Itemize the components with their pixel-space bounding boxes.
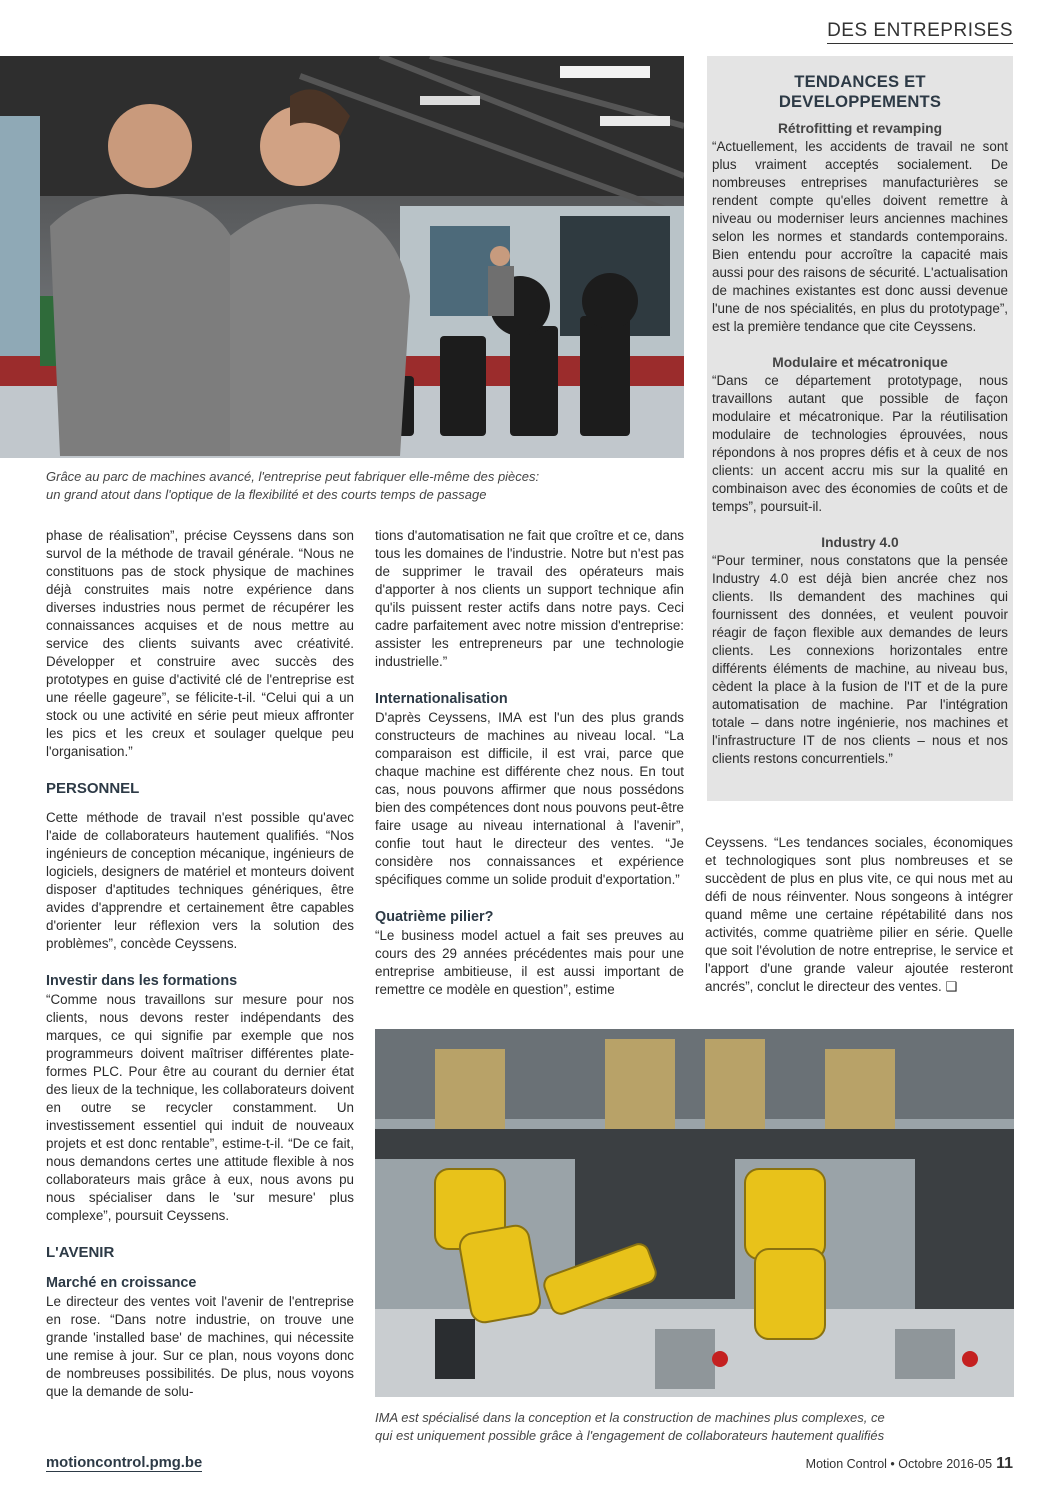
heading-avenir: L'AVENIR xyxy=(46,1244,115,1261)
sidebar-text-retrofitting: “Actuellement, les accidents de travail ne sont plus vraiment acceptés socialement. De nombreuses entreprises manufacturières se rendent compte qu'elles doivent remettre à niveau ou moderniser leurs anciennes machines selon les normes et standards contemporains. Bien entendu pour accroître la capacité mais aussi pour des raisons de sécurité. L'actualisation de machines existantes est donc aussi devenue l'une de nos spécialités, en plus du prototypage”, est la première tendance que cite Ceyssens. xyxy=(712,139,1008,334)
workshop-caption xyxy=(46,468,686,504)
caption-line: IMA est spécialisé dans la conception et la construction de machines plus complexes, ce xyxy=(375,1410,885,1425)
sidebar-text-modulaire: “Dans ce département prototypage, nous travaillons autant que possible de façon modulaire et mécatronique. Par la réutilisation modulaire de technologies éprouvées, nous répondons à nos propres défis et à ceux de nos clients: un accent accru mis sur la qualité en combinaison avec des économies de coûts et de temps”, poursuit-il. xyxy=(712,373,1008,514)
robots-photo xyxy=(375,1029,1014,1397)
caption-line: qui est uniquement possible grâce à l'engagement de collaborateurs hautement qualifiés xyxy=(375,1428,885,1443)
robots-caption xyxy=(375,1409,1014,1445)
sidebar-text-industry: “Pour terminer, nous constatons que la pensée Industry 4.0 est déjà bien ancrée chez nos clients. Ils demandent des machines qui fournissent des données, et veulent pouvoir réagir de façon flexible aux demandes de leurs clients. Les connexions horizontales entre différents éléments de machine, au niveau bus, cèdent la place à la fusion de l'IT et de la pure automatisation de machine. Par l'intégration totale – dans notre ingénierie, nos machines et l'infrastructure IT de nos clients – nous et nos clients restons concurrentiels.” xyxy=(712,553,1008,766)
caption-line: un grand atout dans l'optique de la flexibilité et des courts temps de passage xyxy=(46,487,487,502)
col3-text: Ceyssens. “Les tendances sociales, économiques et technologiques sont plus nombreuses et se succèdent de plus en plus vite, ce qui nous met au défi de nous réinventer. Nous songeons à intégrer quand même une certaine répétabilité dans nos activités, comme quatrième pilier en série. Quelle que soit l'évolution de notre entreprise, le service et l'apport d'une grande valeur ajoutée resteront ancrés”, conclut le directeur des ventes. xyxy=(705,835,1013,994)
col1-paragraph: Cette méthode de travail n'est possible qu'avec l'aide de collaborateurs hautement qualifiés. “Nos ingénieurs de conception mécanique, ingénieurs de logiciels, designers de matériel et monteurs doivent disposer d'aptitudes techniques génériques, être avides d'apprendre et certainement être capables d'orienter leur réflexion vers la solution des problèmes”, concède Ceyssens. xyxy=(46,810,354,951)
page-number: 11 xyxy=(996,1455,1013,1472)
footer-publication xyxy=(806,1455,1013,1473)
sidebar-heading-retrofitting: Rétrofitting et revamping xyxy=(777,121,943,136)
sidebar-title: TENDANCES ET DEVELOPPEMENTS xyxy=(778,72,942,111)
trends-sidebar xyxy=(707,56,1013,801)
heading-marche: Marché en croissance xyxy=(46,1275,197,1291)
article-column-3 xyxy=(705,834,1013,996)
publication-info: Motion Control • Octobre 2016-05 xyxy=(805,1457,993,1471)
website-link[interactable]: motioncontrol.pmg.be xyxy=(46,1455,203,1471)
article-column-1 xyxy=(46,527,354,1401)
col2-paragraph: “Le business model actuel a fait ses preuves au cours des 29 années précédentes mais pour une entreprise ambitieuse, il est aussi important de remettre ce modèle en question”, estime xyxy=(375,928,684,997)
section-tag: DES ENTREPRISES xyxy=(827,20,1013,44)
workshop-illustration xyxy=(0,56,684,458)
heading-personnel: PERSONNEL xyxy=(46,780,140,797)
sidebar-heading-modulaire: Modulaire et mécatronique xyxy=(772,355,948,370)
heading-internationalisation: Internationalisation xyxy=(375,691,508,707)
col1-paragraph: Le directeur des ventes voit l'avenir de l'entreprise en rose. “Dans notre industrie, on trouve une grande 'installed base' de machines, qui nécessite une remise à jour. Sur ce plan, nous voyons donc de nombreuses possibilités. De plus, nous voyons que la demande de solu- xyxy=(46,1294,354,1399)
robots-illustration xyxy=(375,1029,1014,1397)
col2-paragraph: tions d'automatisation ne fait que croître et ce, dans tous les domaines de l'industrie. Notre but n'est pas de supprimer le travail des opérateurs mais d'apporter à nos clients un support technique afin qu'ils puissent rester actifs dans notre pays. Ceci cadre parfaitement avec notre mission d'entreprise: assister les entrepreneurs par une technologie industrielle.” xyxy=(375,528,684,669)
heading-quatrieme-pilier: Quatrième pilier? xyxy=(375,909,494,925)
caption-line: Grâce au parc de machines avancé, l'entreprise peut fabriquer elle-même des pièces: xyxy=(46,469,540,484)
article-column-2 xyxy=(375,527,684,999)
col2-paragraph: D'après Ceyssens, IMA est l'un des plus grands constructeurs de machines au niveau local. “La comparaison est difficile, il est vrai, parce que chaque machine est différente chez nous. En tout cas, nous pouvons affirmer que nous possédons bien des compétences dont nous pouvons peut-être faire usage au niveau international à l'avenir”, confie tout haut le directeur des ventes. “Je considère nos connaissances et expérience spécifiques comme un solide produit d'exportation.” xyxy=(375,710,684,887)
sidebar-heading-industry: Industry 4.0 xyxy=(821,535,899,550)
col3-paragraph xyxy=(705,834,1013,996)
col1-paragraph: “Comme nous travaillons sur mesure pour nos clients, nous devons rester indépendants des marques, ce qui signifie par exemple que nos programmeurs doivent maîtriser différentes plate-formes PLC. Pour être au courant du dernier état des lieux de la technique, les collaborateurs doivent en outre se recycler constamment. Un investissement essentiel qui induit de nouveaux projets et est donc rentable”, estime-t-il. “De ce fait, nous demandons certes une attitude flexible à nos collaborateurs mais grâce à eux, nous avons pu nous spécialiser dans le 'sur mesure' plus complexe”, poursuit Ceyssens. xyxy=(46,992,354,1223)
workshop-photo xyxy=(0,56,684,458)
heading-investir: Investir dans les formations xyxy=(46,973,238,989)
end-mark-icon: ❑ xyxy=(945,979,958,994)
col1-paragraph: phase de réalisation”, précise Ceyssens dans son survol de la méthode de travail générale. “Nous ne constituons pas de stock physique de machines déjà construites mais notre expérience dans diverses industries nous permet de récupérer les connaissances acquises et de nous mettre au service des clients suivants avec créativité. Développer et construire avec succès des prototypes en guise d'activité clé de l'entreprise est une réelle gageure”, se félicite-t-il. “Celui qui a un stock ou une activité en série peut mieux affronter les pics et les creux et soulager quelque peu l'organisation.” xyxy=(46,528,354,759)
